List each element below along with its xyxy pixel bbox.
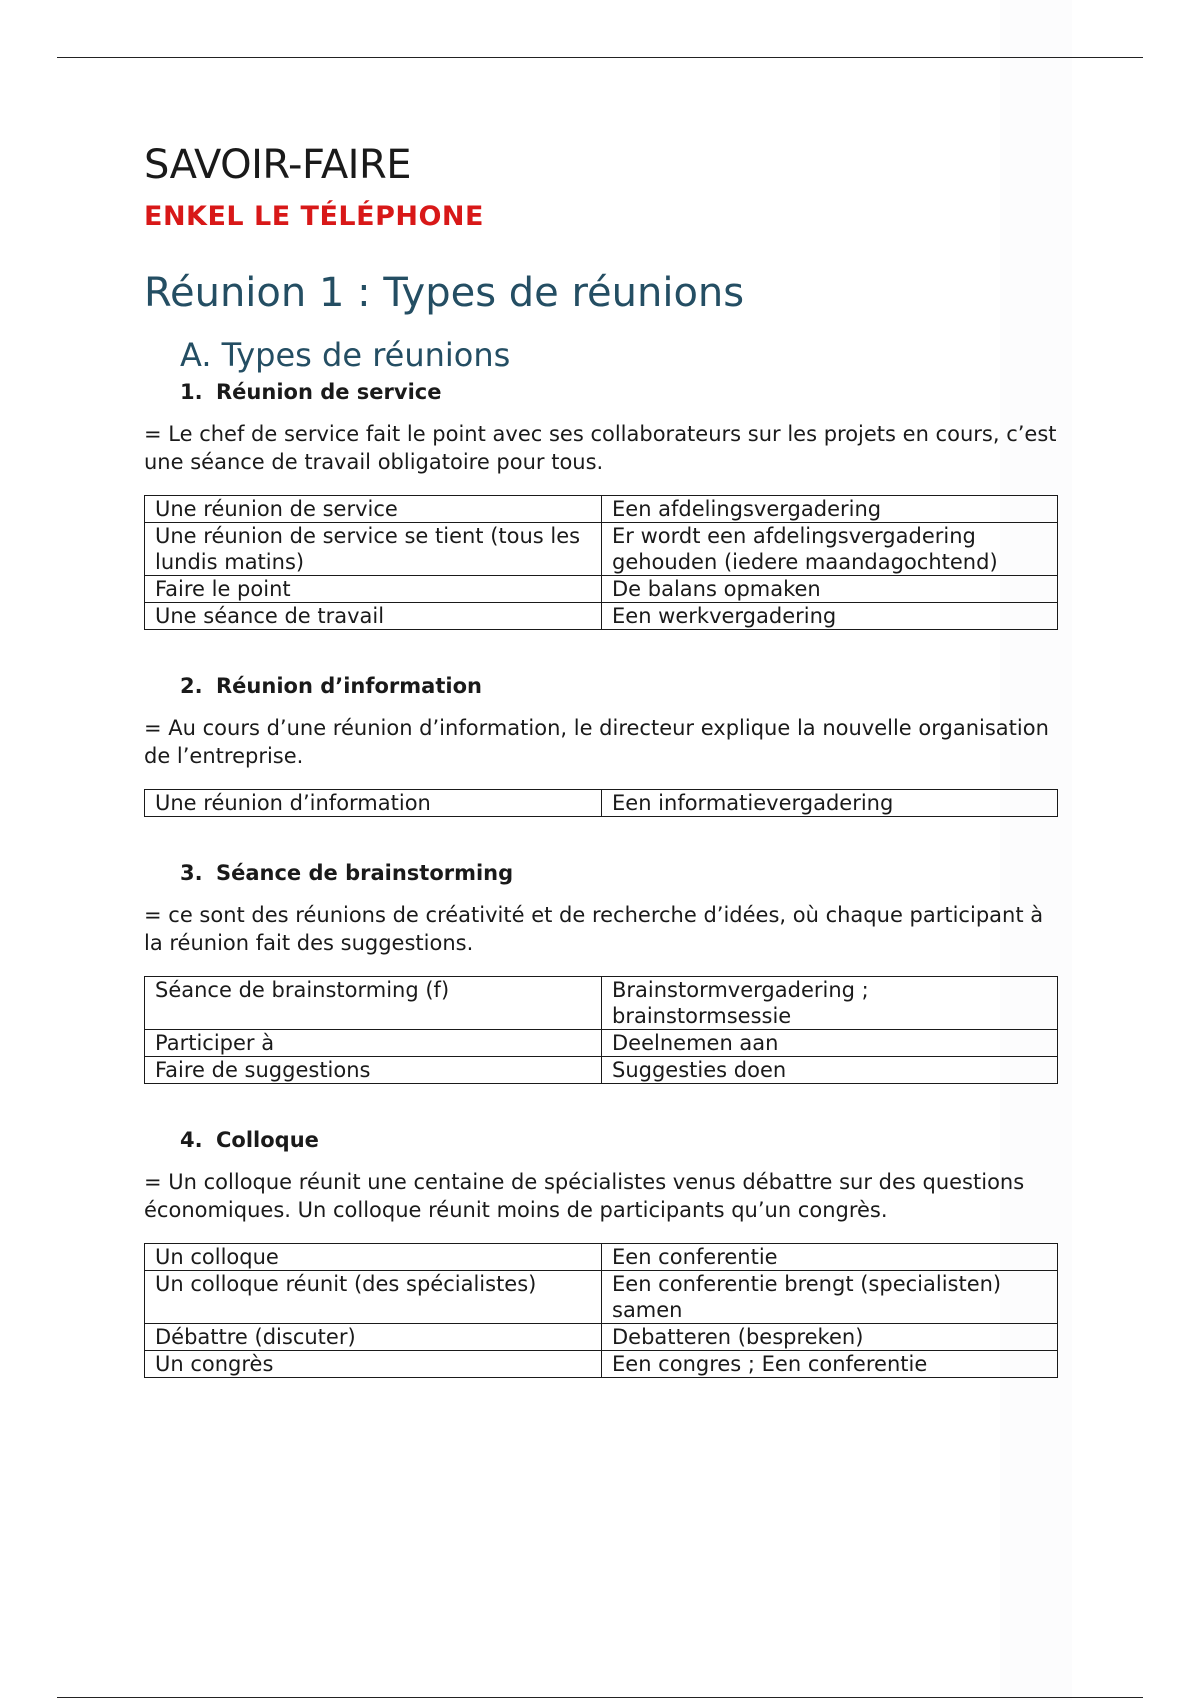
table-row xyxy=(145,523,1058,576)
dutch-term: Er wordt een afdelingsvergadering gehouden (iedere maandagochtend) xyxy=(602,523,1058,576)
table-row xyxy=(145,977,1058,1030)
dutch-term: Debatteren (bespreken) xyxy=(602,1324,1058,1351)
dutch-term: De balans opmaken xyxy=(602,576,1058,603)
french-term: Faire de suggestions xyxy=(145,1057,602,1084)
dutch-term: Brainstormvergadering ; brainstormsessie xyxy=(602,977,1058,1030)
subsection-title: Réunion d’information xyxy=(216,674,482,698)
french-term: Une réunion de service xyxy=(145,496,602,523)
vocabulary-table xyxy=(144,789,1058,817)
subsection-number: 3. xyxy=(180,861,203,885)
dutch-term: Een informatievergadering xyxy=(602,790,1058,817)
subsection-reunion-d-information xyxy=(144,672,1064,817)
dutch-term: Deelnemen aan xyxy=(602,1030,1058,1057)
table-row xyxy=(145,790,1058,817)
subsection-title: Colloque xyxy=(216,1128,319,1152)
dutch-term: Een conferentie xyxy=(602,1244,1058,1271)
subsection-reunion-de-service xyxy=(144,378,1064,630)
section-heading: A. Types de réunions xyxy=(180,336,511,374)
subsection-heading xyxy=(180,378,1064,406)
french-term: Un congrès xyxy=(145,1351,602,1378)
document-subtitle: ENKEL LE TÉLÉPHONE xyxy=(144,201,484,232)
table-row xyxy=(145,1057,1058,1084)
subsection-heading xyxy=(180,672,1064,700)
french-term: Une séance de travail xyxy=(145,603,602,630)
definition-text: = Le chef de service fait le point avec ses collaborateurs sur les projets en cours, c’est une séance de travail obligatoire pour tous. xyxy=(144,422,1057,474)
subsection-colloque xyxy=(144,1126,1064,1378)
table-row xyxy=(145,1271,1058,1324)
french-term: Une réunion de service se tient (tous les lundis matins) xyxy=(145,523,602,576)
table-row xyxy=(145,496,1058,523)
table-row xyxy=(145,1324,1058,1351)
table-row xyxy=(145,1351,1058,1378)
subsection-number: 1. xyxy=(180,380,203,404)
dutch-term: Een congres ; Een conferentie xyxy=(602,1351,1058,1378)
dutch-term: Een conferentie brengt (specialisten) samen xyxy=(602,1271,1058,1324)
french-term: Participer à xyxy=(145,1030,602,1057)
document-title: SAVOIR-FAIRE xyxy=(144,142,412,188)
document-body xyxy=(144,140,1064,1378)
table-row xyxy=(145,576,1058,603)
footer-rule xyxy=(57,1697,1143,1698)
french-term: Séance de brainstorming (f) xyxy=(145,977,602,1030)
french-term: Un colloque réunit (des spécialistes) xyxy=(145,1271,602,1324)
definition-text: = Au cours d’une réunion d’information, le directeur explique la nouvelle organisation de l’entreprise. xyxy=(144,716,1049,768)
vocabulary-table xyxy=(144,976,1058,1084)
vocabulary-table xyxy=(144,1243,1058,1378)
french-term: Un colloque xyxy=(145,1244,602,1271)
definition-text: = Un colloque réunit une centaine de spécialistes venus débattre sur des questions économiques. Un colloque réunit moins de participants qu’un congrès. xyxy=(144,1170,1025,1222)
subsection-title: Réunion de service xyxy=(216,380,442,404)
subsection-heading xyxy=(180,859,1064,887)
dutch-term: Suggesties doen xyxy=(602,1057,1058,1084)
table-row xyxy=(145,603,1058,630)
definition-text: = ce sont des réunions de créativité et de recherche d’idées, où chaque participant à la réunion fait des suggestions. xyxy=(144,903,1044,955)
table-row xyxy=(145,1030,1058,1057)
subsection-brainstorming xyxy=(144,859,1064,1084)
vocabulary-table xyxy=(144,495,1058,630)
subsection-number: 2. xyxy=(180,674,203,698)
subsection-title: Séance de brainstorming xyxy=(216,861,514,885)
table-row xyxy=(145,1244,1058,1271)
french-term: Une réunion d’information xyxy=(145,790,602,817)
subsection-heading xyxy=(180,1126,1064,1154)
header-rule xyxy=(57,57,1143,58)
dutch-term: Een werkvergadering xyxy=(602,603,1058,630)
subsection-number: 4. xyxy=(180,1128,203,1152)
chapter-heading: Réunion 1 : Types de réunions xyxy=(144,270,745,316)
dutch-term: Een afdelingsvergadering xyxy=(602,496,1058,523)
french-term: Faire le point xyxy=(145,576,602,603)
french-term: Débattre (discuter) xyxy=(145,1324,602,1351)
